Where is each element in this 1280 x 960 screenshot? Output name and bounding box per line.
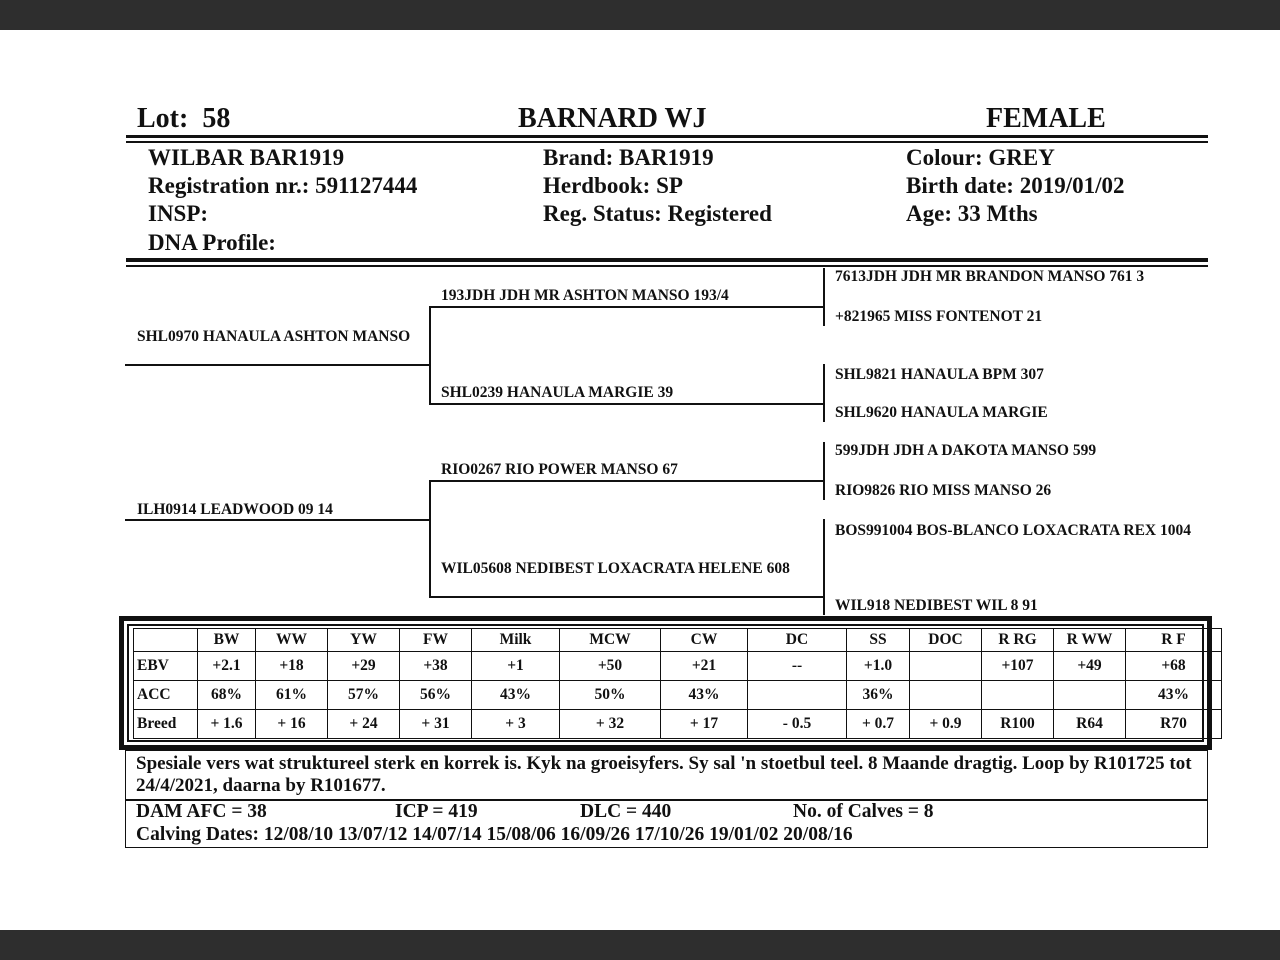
breed-cell: R70 (1126, 710, 1222, 739)
age: Age: 33 Mths (906, 201, 1038, 226)
ebv-header-cell: DC (748, 629, 847, 652)
remarks-text: Spesiale vers wat struktureel sterk en korrek is. Kyk na groeisyfers. Sy sal 'n stoetbul teel. 8 Maande dragtig. Loop by R101725 tot 24/4/2021, daarna by R101677. (136, 753, 1192, 796)
ebv-header-cell: CW (661, 629, 748, 652)
pedigree-sire-dam: SHL0239 HANAULA MARGIE 39 (441, 384, 674, 401)
ebv-header-cell: R WW (1054, 629, 1126, 652)
ebv-header-row (134, 629, 1222, 652)
ebv-header-cell (134, 629, 198, 652)
ggp-3: SHL9821 HANAULA BPM 307 (835, 366, 1044, 383)
herdbook: Herdbook: SP (543, 173, 683, 198)
breed-cell: + 17 (661, 710, 748, 739)
pedigree-dam: ILH0914 LEADWOOD 09 14 (137, 501, 333, 518)
acc-cell: 43% (1126, 681, 1222, 710)
breed-cell: + 32 (560, 710, 661, 739)
dam-afc: DAM AFC = 38 (136, 801, 267, 822)
ggp-6: RIO9826 RIO MISS MANSO 26 (835, 482, 1052, 499)
acc-cell: 56% (400, 681, 472, 710)
ggp-1: 7613JDH JDH MR BRANDON MANSO 761 3 (835, 268, 1145, 285)
sire-bracket (429, 307, 431, 404)
sire-line (125, 364, 430, 366)
acc-cell: 36% (847, 681, 910, 710)
ggp-5: 599JDH JDH A DAKOTA MANSO 599 (835, 442, 1097, 459)
lot-label (137, 103, 230, 135)
sex-label: FEMALE (986, 103, 1106, 134)
animal-name: WILBAR BAR1919 (148, 145, 345, 170)
dam-bracket (429, 480, 431, 597)
breed-cell: + 24 (328, 710, 400, 739)
icp: ICP = 419 (395, 801, 478, 822)
ebv-cell: +21 (661, 652, 748, 681)
ebv-cell: +2.1 (198, 652, 256, 681)
dlc: DLC = 440 (580, 801, 672, 822)
info-rule-thin (126, 265, 1208, 267)
acc-cell (982, 681, 1054, 710)
acc-cell (1054, 681, 1126, 710)
ggp-4: SHL9620 HANAULA MARGIE (835, 404, 1048, 421)
lot-label-text: Lot: (137, 103, 189, 134)
ebv-cell (910, 652, 982, 681)
ebv-row-label: EBV (134, 652, 198, 681)
ggp-2: +821965 MISS FONTENOT 21 (835, 308, 1043, 325)
pedigree-sire: SHL0970 HANAULA ASHTON MANSO (137, 328, 411, 345)
breed-cell: + 0.7 (847, 710, 910, 739)
sire-sire-bracket (823, 268, 825, 326)
ebv-header-cell: Milk (472, 629, 560, 652)
breed-cell: - 0.5 (748, 710, 847, 739)
ggp-7: BOS991004 BOS-BLANCO LOXACRATA REX 1004 (835, 522, 1191, 539)
dam-line (125, 519, 430, 521)
ggp-8: WIL918 NEDIBEST WIL 8 91 (835, 597, 1038, 614)
breed-row (134, 710, 1222, 739)
header-rule-thin (126, 141, 1208, 143)
ebv-header-cell: DOC (910, 629, 982, 652)
sire-sire-line (429, 306, 825, 308)
reg-status: Reg. Status: Registered (543, 201, 772, 226)
acc-cell: 50% (560, 681, 661, 710)
ebv-table (133, 628, 1222, 739)
acc-cell: 61% (256, 681, 328, 710)
birth-date: Birth date: 2019/01/02 (906, 173, 1125, 198)
breed-row-label: Breed (134, 710, 198, 739)
insp-label: INSP: (148, 201, 209, 226)
acc-cell (910, 681, 982, 710)
acc-cell: 68% (198, 681, 256, 710)
acc-cell: 57% (328, 681, 400, 710)
ebv-cell: +38 (400, 652, 472, 681)
registration-number: Registration nr.: 591127444 (148, 173, 418, 198)
dna-profile-label: DNA Profile: (148, 230, 276, 255)
dam-sire-line (429, 480, 825, 482)
ebv-header-cell: BW (198, 629, 256, 652)
ebv-header-cell: R F (1126, 629, 1222, 652)
lot-number: 58 (202, 103, 231, 134)
ebv-cell: -- (748, 652, 847, 681)
bottom-bar (0, 930, 1280, 960)
ebv-cell: +49 (1054, 652, 1126, 681)
ebv-cell: +107 (982, 652, 1054, 681)
no-of-calves: No. of Calves = 8 (793, 801, 934, 822)
ebv-header-cell: MCW (560, 629, 661, 652)
breed-cell: + 16 (256, 710, 328, 739)
acc-row (134, 681, 1222, 710)
ebv-cell: +1 (472, 652, 560, 681)
dam-dam-line (429, 596, 825, 598)
dam-sire-bracket (823, 442, 825, 500)
ebv-header-cell: R RG (982, 629, 1054, 652)
breed-cell: + 3 (472, 710, 560, 739)
pedigree-sire-sire: 193JDH JDH MR ASHTON MANSO 193/4 (441, 287, 729, 304)
ebv-cell: +1.0 (847, 652, 910, 681)
sire-dam-bracket (823, 364, 825, 422)
breed-cell: R64 (1054, 710, 1126, 739)
acc-cell: 43% (661, 681, 748, 710)
ebv-header-cell: WW (256, 629, 328, 652)
pedigree-dam-dam: WIL05608 NEDIBEST LOXACRATA HELENE 608 (441, 560, 790, 577)
sire-dam-line (429, 403, 825, 405)
breeder-name: BARNARD WJ (518, 103, 707, 134)
ebv-cell: +50 (560, 652, 661, 681)
ebv-header-cell: SS (847, 629, 910, 652)
ebv-header-cell: YW (328, 629, 400, 652)
pedigree-dam-sire: RIO0267 RIO POWER MANSO 67 (441, 461, 678, 478)
acc-cell: 43% (472, 681, 560, 710)
breed-cell: + 31 (400, 710, 472, 739)
header-rule-thick (126, 135, 1208, 138)
ebv-cell: +18 (256, 652, 328, 681)
top-bar (0, 0, 1280, 30)
ebv-header-cell: FW (400, 629, 472, 652)
brand: Brand: BAR1919 (543, 145, 714, 170)
colour: Colour: GREY (906, 145, 1055, 170)
acc-row-label: ACC (134, 681, 198, 710)
calving-dates: Calving Dates: 12/08/10 13/07/12 14/07/14 15/08/06 16/09/26 17/10/26 19/01/02 20/08/16 (136, 824, 853, 845)
dam-dam-bracket (823, 519, 825, 615)
ebv-row (134, 652, 1222, 681)
breed-cell: + 1.6 (198, 710, 256, 739)
breed-cell: R100 (982, 710, 1054, 739)
ebv-cell: +68 (1126, 652, 1222, 681)
info-rule-thick (126, 258, 1208, 262)
ebv-cell: +29 (328, 652, 400, 681)
acc-cell (748, 681, 847, 710)
breed-cell: + 0.9 (910, 710, 982, 739)
